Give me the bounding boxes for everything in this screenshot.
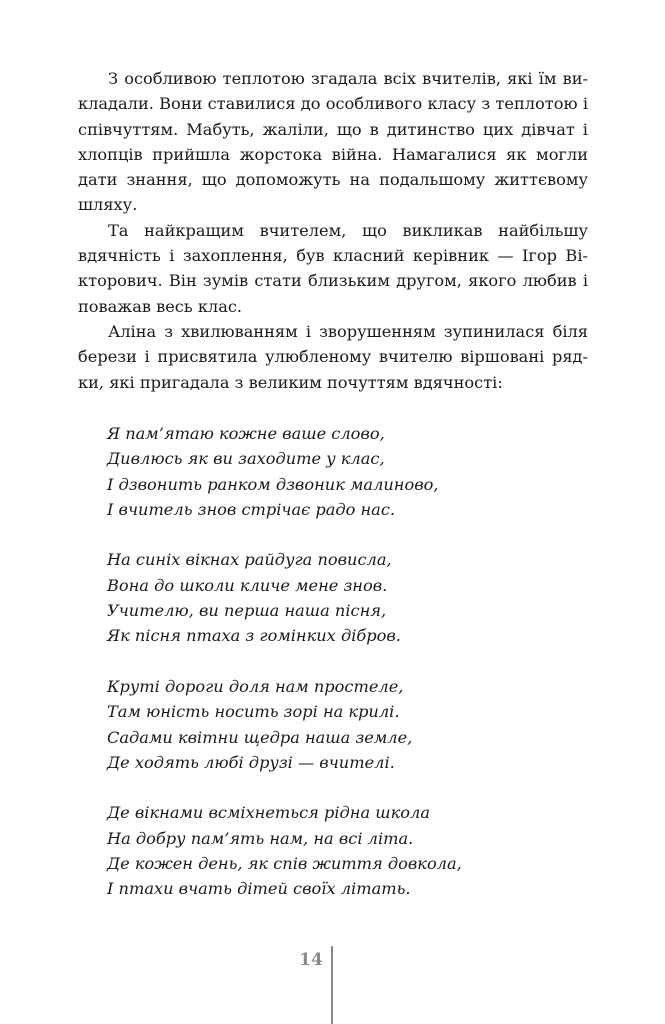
- poem-line: І дзвонить ранком дзвоник малиново,: [107, 474, 439, 494]
- poem-line: Де вікнами всміхнеться рідна школа: [107, 803, 430, 823]
- poem-line: Як пісня птаха з гомінких дібров.: [107, 626, 401, 646]
- poem-line: Садами квітни щедра наша земле,: [107, 727, 413, 747]
- poem-stanza: [107, 421, 462, 522]
- poem-line: Дивлюсь як ви заходите у клас,: [107, 449, 385, 469]
- prose-text: [78, 66, 588, 395]
- poem-line: Я пам’ятаю кожне ваше слово,: [107, 424, 385, 443]
- poem-line: Де кожен день, як спів життя довкола,: [107, 854, 462, 874]
- poem-line: На синіх вікнах райдуга повисла,: [107, 550, 392, 570]
- poem-line: Там юність носить зорі на крилі.: [107, 702, 400, 722]
- poem-line: І вчитель знов стрічає радо нас.: [107, 499, 396, 519]
- paragraph: Аліна з хвилюванням і зворушенням зупинилася біля берези і присвятила улюбленому вчителю віршовані рядки, які пригадала з великим почуттям вдячності:: [78, 321, 588, 392]
- paragraph: Та найкращим вчителем, що викликав найбільшу вдячність і захоплення, був класний керівник — Ігор Вікторович. Він зумів стати близьким другом, якого любив і поважав весь клас.: [78, 220, 588, 316]
- page-divider-line: [331, 946, 333, 1024]
- page-number: 14: [299, 950, 323, 970]
- poem-line: На добру пам’ять нам, на всі літа.: [107, 828, 414, 848]
- poem-line: Вона до школи кличе мене знов.: [107, 575, 388, 595]
- poem-stanza: [107, 800, 462, 901]
- poem-line: Круті дороги доля нам простеле,: [107, 676, 404, 696]
- poem-line: Учителю, ви перша наша пісня,: [107, 601, 387, 621]
- poem-stanza: [107, 547, 462, 648]
- poem: [107, 421, 462, 927]
- poem-line: І птахи вчать дітей своїх літать.: [107, 879, 411, 899]
- paragraph: З особливою теплотою згадала всіх вчителів, які їм викладали. Вони ставилися до особливого класу з теплотою і співчуттям. Мабуть, жаліли, що в дитинство цих дівчат і хлопців прийшла жорстока війна. Намагалися як могли дати знання, що допоможуть на подальшому життєвому шляху.: [78, 69, 588, 215]
- poem-line: Де ходять любі друзі — вчителі.: [107, 752, 395, 772]
- poem-stanza: [107, 674, 462, 775]
